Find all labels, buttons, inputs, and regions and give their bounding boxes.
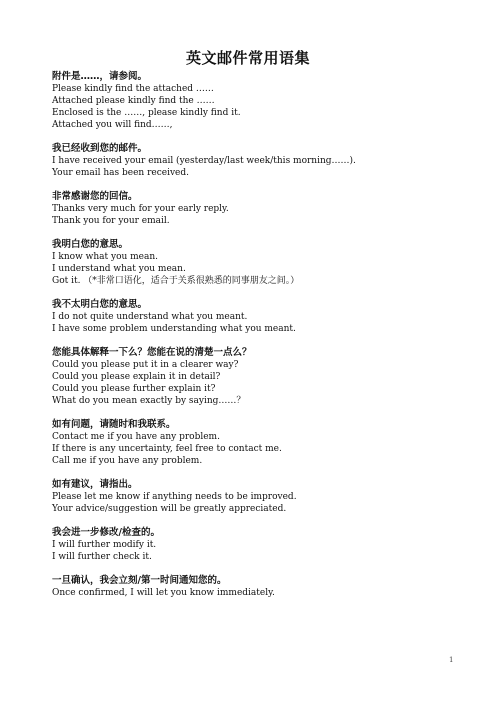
- phrase-line: Enclosed is the ……, please kindly find it.: [52, 108, 241, 118]
- section-heading: 我会进一步修改/检查的。: [52, 527, 160, 538]
- phrase-section: [52, 190, 462, 227]
- phrase-line: If there is any uncertainty, feel free to contact me.: [52, 444, 282, 454]
- phrase-section: [52, 298, 462, 335]
- phrase-line: I have received your email (yesterday/last week/this morning……).: [52, 156, 356, 166]
- section-heading: 非常感谢您的回信。: [52, 191, 138, 202]
- phrase-line: Got it. （*非常口语化，适合于关系很熟悉的同事朋友之间。）: [52, 276, 300, 286]
- phrase-section: [52, 478, 462, 515]
- phrase-line: Attached please kindly find the ……: [52, 96, 215, 106]
- section-heading: 我明白您的意思。: [52, 239, 129, 250]
- section-heading: 我不太明白您的意思。: [52, 299, 148, 310]
- phrase-line: Contact me if you have any problem.: [52, 432, 220, 442]
- phrase-line: I understand what you mean.: [52, 264, 186, 274]
- phrase-line: What do you mean exactly by saying……？: [52, 396, 246, 406]
- section-heading: 一旦确认，我会立刻/第一时间通知您的。: [52, 575, 227, 586]
- phrase-line: Your email has been received.: [52, 168, 189, 178]
- phrase-line: Could you please explain it in detail?: [52, 372, 221, 382]
- phrase-line: Thanks very much for your early reply.: [52, 204, 229, 214]
- section-heading: 我已经收到您的邮件。: [52, 143, 148, 154]
- phrase-list: [52, 70, 462, 610]
- section-heading: 附件是……，请参阅。: [52, 71, 148, 82]
- section-heading: 如有问题，请随时和我联系。: [52, 419, 176, 430]
- phrase-section: [52, 418, 462, 467]
- section-heading: 您能具体解释一下么？您能在说的清楚一点么？: [52, 347, 252, 358]
- phrase-line: I will further check it.: [52, 552, 152, 562]
- phrase-section: [52, 142, 462, 179]
- phrase-line: I do not quite understand what you meant.: [52, 312, 248, 322]
- phrase-line: I have some problem understanding what you meant.: [52, 324, 296, 334]
- page-title: 英文邮件常用语集: [185, 49, 310, 67]
- phrase-section: [52, 70, 462, 131]
- page-number: 1: [449, 656, 454, 664]
- phrase-line: Thank you for your email.: [52, 216, 170, 226]
- phrase-section: [52, 346, 462, 407]
- phrase-line: Once confirmed, I will let you know immediately.: [52, 588, 275, 598]
- phrase-line: Attached you will find……,: [52, 120, 173, 130]
- phrase-line: Could you please further explain it?: [52, 384, 216, 394]
- phrase-section: [52, 238, 462, 287]
- phrase-line: I know what you mean.: [52, 252, 159, 262]
- phrase-section: [52, 574, 462, 599]
- phrase-line: Please kindly find the attached ……: [52, 84, 214, 94]
- phrase-line: Call me if you have any problem.: [52, 456, 203, 466]
- phrase-section: [52, 526, 462, 563]
- phrase-line: Your advice/suggestion will be greatly appreciated.: [52, 504, 287, 514]
- phrase-line: Please let me know if anything needs to be improved.: [52, 492, 297, 502]
- section-heading: 如有建议，请指出。: [52, 479, 138, 490]
- phrase-line: I will further modify it.: [52, 540, 157, 550]
- phrase-line: Could you please put it in a clearer way?: [52, 360, 239, 370]
